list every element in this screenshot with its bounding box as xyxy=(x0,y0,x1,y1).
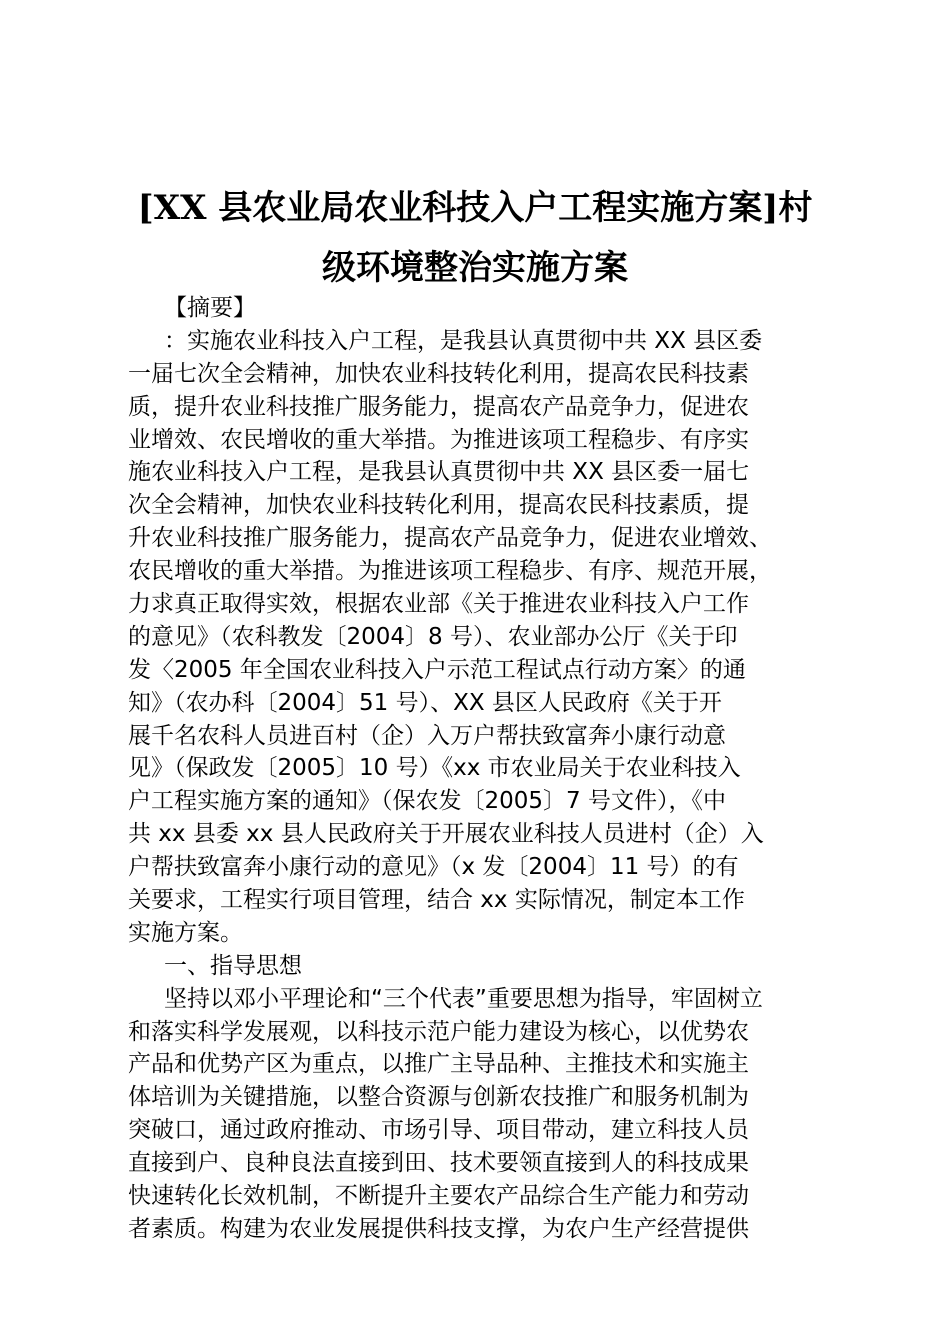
body-line: 产品和优势产区为重点，以推广主导品种、主推技术和实施主 xyxy=(128,1051,749,1078)
body-line: 发〈2005 年全国农业科技入户示范工程试点行动方案〉的通 xyxy=(128,656,746,683)
body-line: 施农业科技入户工程，是我县认真贯彻中共 XX 县区委一届七 xyxy=(128,459,750,486)
body-line: 质，提升农业科技推广服务能力，提高农产品竞争力，促进农 xyxy=(128,393,749,420)
document-title-line-1: [XX 县农业局农业科技入户工程实施方案]村 xyxy=(137,188,813,228)
body-line: 的意见》（农科教发〔2004〕8 号）、农业部办公厅《关于印 xyxy=(128,623,738,650)
body-line: 和落实科学发展观，以科技示范户能力建设为核心，以优势农 xyxy=(128,1018,749,1045)
body-line: 业增效、农民增收的重大举措。为推进该项工程稳步、有序实 xyxy=(128,426,749,453)
body-line: 农民增收的重大举措。为推进该项工程稳步、有序、规范开展， xyxy=(128,558,772,585)
abstract-heading: 【摘要】 xyxy=(164,295,256,321)
section-heading-guiding-ideology: 一、指导思想 xyxy=(164,952,302,979)
body-line: 快速转化长效机制，不断提升主要农产品综合生产能力和劳动 xyxy=(128,1183,749,1210)
body-line: 力求真正取得实效，根据农业部《关于推进农业科技入户工作 xyxy=(128,591,749,618)
body-line: 见》（保政发〔2005〕10 号）《xx 市农业局关于农业科技入 xyxy=(128,755,741,782)
body-line: 关要求，工程实行项目管理，结合 xx 实际情况，制定本工作 xyxy=(128,887,745,914)
body-line: 一届七次全会精神，加快农业科技转化利用，提高农民科技素 xyxy=(128,360,749,387)
body-line: 突破口，通过政府推动、市场引导、项目带动，建立科技人员 xyxy=(128,1117,749,1144)
body-line: 次全会精神，加快农业科技转化利用，提高农民科技素质，提 xyxy=(128,492,749,519)
body-line: 户帮扶致富奔小康行动的意见》（x 发〔2004〕11 号）的有 xyxy=(128,854,739,881)
body-line: 展千名农科人员进百村（企）入万户帮扶致富奔小康行动意 xyxy=(128,722,726,749)
body-line: 体培训为关键措施，以整合资源与创新农技推广和服务机制为 xyxy=(128,1084,749,1111)
document-title-line-2: 级环境整治实施方案 xyxy=(322,248,628,288)
body-line: 坚持以邓小平理论和“三个代表”重要思想为指导，牢固树立 xyxy=(164,985,763,1012)
body-line: 户工程实施方案的通知》（保农发〔2005〕7 号文件），《中 xyxy=(128,788,726,815)
body-line: 知》（农办科〔2004〕51 号）、XX 县区人民政府《关于开 xyxy=(128,689,722,716)
body-line: 者素质。构建为农业发展提供科技支撑，为农户生产经营提供 xyxy=(128,1215,749,1242)
body-line: ：实施农业科技入户工程，是我县认真贯彻中共 XX 县区委 xyxy=(164,327,763,354)
body-line: 共 xx 县委 xx 县人民政府关于开展农业科技人员进村（企）入 xyxy=(128,821,764,848)
body-line: 实施方案。 xyxy=(128,919,243,946)
body-line: 直接到户、良种良法直接到田、技术要领直接到人的科技成果 xyxy=(128,1150,749,1177)
body-line: 升农业科技推广服务能力，提高农产品竞争力，促进农业增效、 xyxy=(128,525,772,552)
document-body xyxy=(128,292,828,1246)
